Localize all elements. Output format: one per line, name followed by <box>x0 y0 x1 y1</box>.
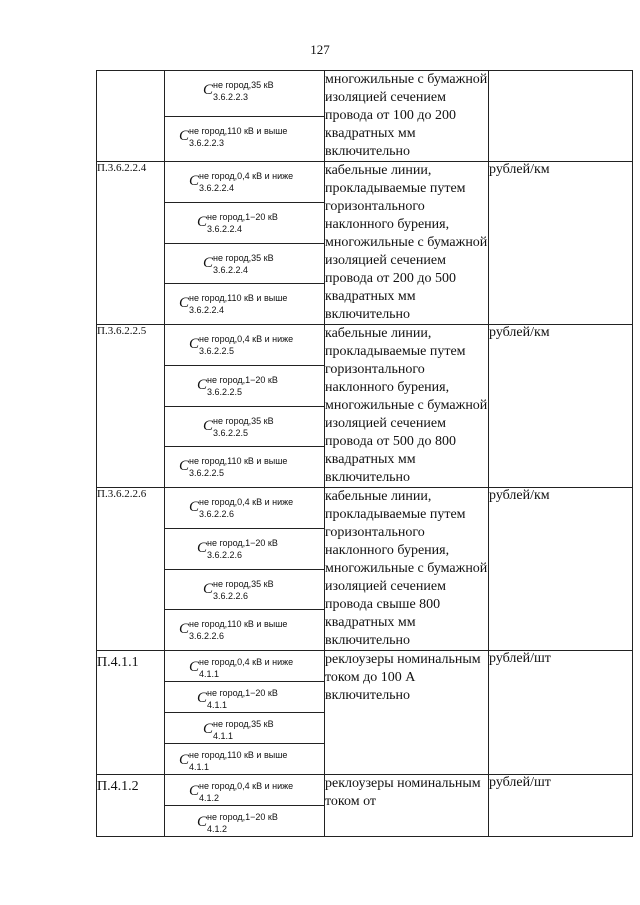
table-row <box>97 162 633 203</box>
rate-symbol-cell <box>165 71 325 117</box>
tariff-table <box>96 70 633 837</box>
rate-symbol-cell <box>165 162 325 203</box>
rate-symbol-letter: C <box>197 213 208 230</box>
rate-symbol-letter: C <box>203 721 214 737</box>
rate-symbol-subscript: 3.6.2.2.4 <box>207 223 243 234</box>
unit-of-measure: рублей/км <box>489 325 633 488</box>
rate-symbol-subscript: 3.6.2.2.3 <box>213 92 249 102</box>
rate-symbol-superscript: не город,110 кВ и выше <box>189 750 288 760</box>
rate-symbol-superscript: не город,1−20 кВ <box>207 688 278 698</box>
rate-symbol-cell <box>165 365 325 406</box>
rate-symbol-subscript: 3.6.2.2.5 <box>207 386 243 397</box>
rate-symbol-letter: C <box>197 376 208 393</box>
item-description: реклоузеры номинальным током от <box>325 775 489 837</box>
table-row <box>97 775 633 806</box>
rate-symbol-superscript: не город,0,4 кВ и ниже <box>199 497 294 507</box>
rate-symbol-cell <box>165 488 325 529</box>
item-code <box>97 71 165 162</box>
rate-symbol <box>197 537 278 560</box>
rate-symbol-letter: C <box>179 295 190 312</box>
rate-symbol-cell <box>165 682 325 713</box>
rate-symbol-superscript: не город,110 кВ и выше <box>189 619 288 630</box>
rate-symbol-cell <box>165 651 325 682</box>
rate-symbol-superscript: не город,1−20 кВ <box>207 537 278 548</box>
table-row <box>97 71 633 117</box>
rate-symbol-subscript: 3.6.2.2.6 <box>207 549 243 560</box>
rate-symbol-letter: C <box>197 814 208 830</box>
item-description: кабельные линии, прокладываемые путем горизонтального наклонного бурения, многожильные с бумажной изоляцией сечением провода от 200 до 500 квадратных мм включительно <box>325 162 489 325</box>
rate-symbol <box>203 578 274 601</box>
rate-symbol-letter: C <box>189 659 200 675</box>
item-description: реклоузеры номинальным током до 100 А включительно <box>325 651 489 775</box>
item-description: кабельные линии, прокладываемые путем горизонтального наклонного бурения, многожильные с бумажной изоляцией сечением провода от 500 до 800 квадратных мм включительно <box>325 325 489 488</box>
rate-symbol-cell <box>165 406 325 447</box>
unit-of-measure: рублей/км <box>489 162 633 325</box>
rate-symbol-superscript: не город,110 кВ и выше <box>189 125 288 136</box>
unit-of-measure: рублей/шт <box>489 651 633 775</box>
rate-symbol-cell <box>165 775 325 806</box>
rate-symbol-letter: C <box>179 458 190 475</box>
rate-symbol <box>189 497 294 519</box>
item-description: кабельные линии, прокладываемые путем горизонтального наклонного бурения, многожильные с бумажной изоляцией сечением провода свыше 800 квадратных мм включительно <box>325 488 489 651</box>
rate-symbol-cell <box>165 116 325 162</box>
rate-symbol-superscript: не город,35 кВ <box>213 80 274 90</box>
rate-symbol-letter: C <box>189 173 200 189</box>
rate-symbol-subscript: 3.6.2.2.5 <box>199 346 235 356</box>
rate-symbol-letter: C <box>179 621 190 638</box>
unit-of-measure: рублей/км <box>489 488 633 651</box>
item-code: П.3.6.2.2.5 <box>97 325 165 488</box>
rate-symbol-superscript: не город,35 кВ <box>213 578 274 589</box>
rate-symbol-superscript: не город,0,4 кВ и ниже <box>199 334 294 344</box>
rate-symbol-letter: C <box>203 254 214 271</box>
rate-symbol-letter: C <box>197 539 208 556</box>
rate-symbol <box>179 125 288 148</box>
rate-symbol-cell <box>165 325 325 366</box>
rate-symbol <box>179 619 288 642</box>
rate-symbol-cell <box>165 713 325 744</box>
rate-symbol-superscript: не город,110 кВ и выше <box>189 456 288 467</box>
rate-symbol-superscript: не город,110 кВ и выше <box>189 293 288 304</box>
table-row <box>97 488 633 529</box>
rate-symbol-subscript: 3.6.2.2.5 <box>189 468 225 479</box>
table-row <box>97 325 633 366</box>
rate-symbol <box>203 415 274 438</box>
rate-symbol-cell <box>165 569 325 610</box>
rate-symbol <box>203 80 274 102</box>
rate-symbol-subscript: 3.6.2.2.6 <box>213 590 249 601</box>
rate-symbol-subscript: 4.1.2 <box>207 824 228 834</box>
rate-symbol-subscript: 4.1.1 <box>207 700 228 710</box>
rate-symbol-letter: C <box>197 690 208 706</box>
rate-symbol <box>197 812 278 834</box>
rate-symbol-cell <box>165 806 325 837</box>
rate-symbol-cell <box>165 744 325 775</box>
rate-symbol-superscript: не город,35 кВ <box>213 415 274 426</box>
rate-symbol-cell <box>165 447 325 488</box>
item-code: П.4.1.2 <box>97 775 165 837</box>
rate-symbol <box>203 252 274 275</box>
rate-symbol-subscript: 4.1.1 <box>213 731 234 741</box>
rate-symbol-superscript: не город,35 кВ <box>213 719 274 729</box>
rate-symbol-cell <box>165 528 325 569</box>
rate-symbol-superscript: не город,0,4 кВ и ниже <box>199 657 294 667</box>
rate-symbol <box>203 719 274 741</box>
rate-symbol-subscript: 3.6.2.2.4 <box>213 264 249 275</box>
rate-symbol-subscript: 4.1.2 <box>199 793 220 803</box>
rate-symbol-superscript: не город,1−20 кВ <box>207 374 278 385</box>
rate-symbol-letter: C <box>203 82 214 98</box>
rate-symbol-letter: C <box>189 783 200 799</box>
item-code: П.3.6.2.2.6 <box>97 488 165 651</box>
rate-symbol-letter: C <box>179 752 190 768</box>
item-code: П.3.6.2.2.4 <box>97 162 165 325</box>
rate-symbol-cell <box>165 610 325 651</box>
rate-symbol-letter: C <box>179 127 190 144</box>
rate-symbol-letter: C <box>203 580 214 597</box>
rate-symbol <box>189 657 294 679</box>
rate-symbol-superscript: не город,1−20 кВ <box>207 812 278 822</box>
item-description: многожильные с бумажной изоляцией сечением провода от 100 до 200 квадратных мм включительно <box>325 71 489 162</box>
rate-symbol-subscript: 3.6.2.2.6 <box>199 509 235 519</box>
rate-symbol-subscript: 3.6.2.2.5 <box>213 427 249 438</box>
rate-symbol <box>179 293 288 316</box>
rate-symbol-superscript: не город,35 кВ <box>213 252 274 263</box>
rate-symbol <box>189 781 294 803</box>
item-code: П.4.1.1 <box>97 651 165 775</box>
rate-symbol <box>197 688 278 710</box>
rate-symbol-cell <box>165 202 325 243</box>
rate-symbol-letter: C <box>203 417 214 434</box>
unit-of-measure <box>489 71 633 162</box>
rate-symbol <box>179 750 288 772</box>
page-number: 127 <box>310 42 330 57</box>
rate-symbol <box>189 171 294 193</box>
rate-symbol <box>197 374 278 397</box>
rate-symbol-letter: C <box>189 499 200 515</box>
rate-symbol-subscript: 3.6.2.2.3 <box>189 137 225 148</box>
rate-symbol-subscript: 3.6.2.2.4 <box>199 183 235 193</box>
unit-of-measure: рублей/шт <box>489 775 633 837</box>
rate-symbol <box>189 334 294 356</box>
rate-symbol-subscript: 3.6.2.2.6 <box>189 631 225 642</box>
rate-symbol-superscript: не город,0,4 кВ и ниже <box>199 781 294 791</box>
rate-symbol-letter: C <box>189 336 200 352</box>
rate-symbol-cell <box>165 243 325 284</box>
rate-symbol <box>197 211 278 234</box>
rate-symbol-superscript: не город,0,4 кВ и ниже <box>199 171 294 181</box>
table-row <box>97 651 633 682</box>
rate-symbol-cell <box>165 284 325 325</box>
rate-symbol-subscript: 4.1.1 <box>199 669 220 679</box>
rate-symbol-subscript: 4.1.1 <box>189 762 210 772</box>
rate-symbol-superscript: не город,1−20 кВ <box>207 211 278 222</box>
rate-symbol <box>179 456 288 479</box>
rate-symbol-subscript: 3.6.2.2.4 <box>189 305 225 316</box>
